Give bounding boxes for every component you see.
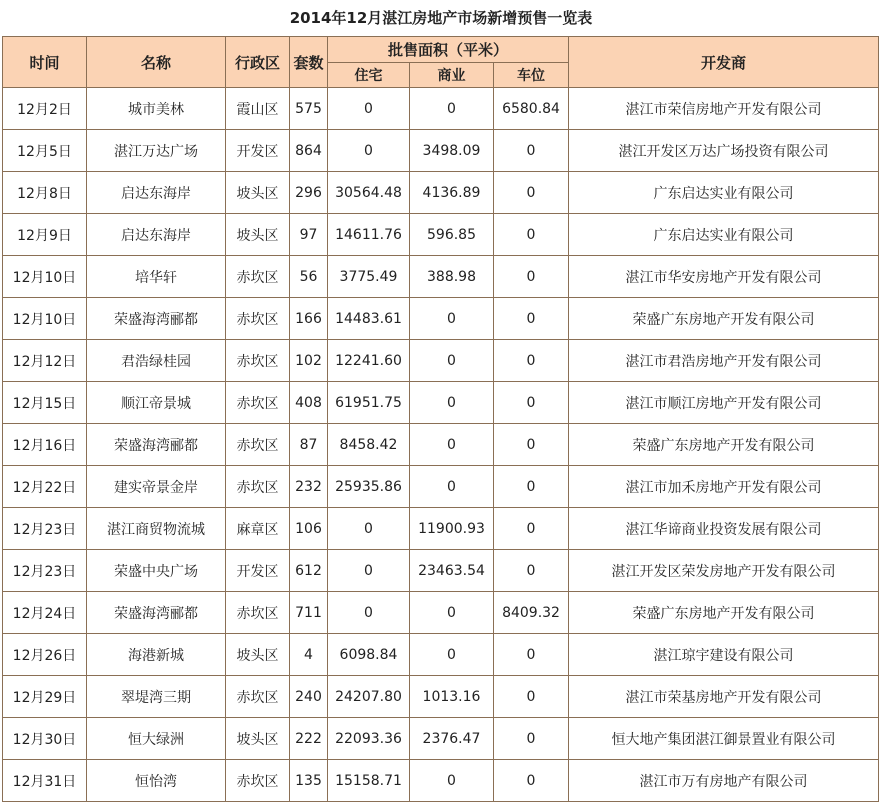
cell-district: 赤坎区 <box>226 256 290 298</box>
cell-commercial: 388.98 <box>410 256 494 298</box>
cell-date: 12月30日 <box>3 718 87 760</box>
cell-developer: 湛江市万有房地产有限公司 <box>569 760 879 802</box>
cell-date: 12月8日 <box>3 172 87 214</box>
cell-residential: 14611.76 <box>328 214 410 256</box>
cell-district: 坡头区 <box>226 214 290 256</box>
cell-name: 湛江商贸物流城 <box>87 508 226 550</box>
cell-district: 赤坎区 <box>226 340 290 382</box>
cell-name: 荣盛海湾郦都 <box>87 592 226 634</box>
cell-developer: 湛江华谛商业投资发展有限公司 <box>569 508 879 550</box>
cell-residential: 0 <box>328 88 410 130</box>
cell-units: 711 <box>290 592 328 634</box>
cell-district: 开发区 <box>226 130 290 172</box>
table-row <box>3 256 879 298</box>
cell-commercial: 0 <box>410 592 494 634</box>
cell-name: 培华轩 <box>87 256 226 298</box>
cell-developer: 湛江开发区荣发房地产开发有限公司 <box>569 550 879 592</box>
cell-developer: 广东启达实业有限公司 <box>569 214 879 256</box>
table-row <box>3 634 879 676</box>
cell-parking: 0 <box>494 760 569 802</box>
cell-parking: 0 <box>494 508 569 550</box>
table-row <box>3 298 879 340</box>
cell-parking: 0 <box>494 298 569 340</box>
cell-developer: 湛江市荣信房地产开发有限公司 <box>569 88 879 130</box>
presale-table <box>2 36 879 802</box>
cell-units: 575 <box>290 88 328 130</box>
table-row <box>3 340 879 382</box>
cell-parking: 6580.84 <box>494 88 569 130</box>
cell-parking: 0 <box>494 130 569 172</box>
cell-residential: 0 <box>328 550 410 592</box>
cell-name: 建实帝景金岸 <box>87 466 226 508</box>
cell-commercial: 4136.89 <box>410 172 494 214</box>
cell-developer: 广东启达实业有限公司 <box>569 172 879 214</box>
cell-commercial: 0 <box>410 466 494 508</box>
cell-date: 12月23日 <box>3 508 87 550</box>
cell-commercial: 23463.54 <box>410 550 494 592</box>
cell-date: 12月10日 <box>3 256 87 298</box>
cell-name: 翠堤湾三期 <box>87 676 226 718</box>
table-row <box>3 718 879 760</box>
cell-name: 湛江万达广场 <box>87 130 226 172</box>
cell-date: 12月16日 <box>3 424 87 466</box>
cell-developer: 荣盛广东房地产开发有限公司 <box>569 592 879 634</box>
cell-name: 城市美林 <box>87 88 226 130</box>
cell-parking: 0 <box>494 550 569 592</box>
cell-date: 12月26日 <box>3 634 87 676</box>
cell-developer: 湛江市加禾房地产开发有限公司 <box>569 466 879 508</box>
cell-units: 232 <box>290 466 328 508</box>
cell-commercial: 0 <box>410 424 494 466</box>
header-district: 行政区 <box>226 37 290 88</box>
cell-district: 赤坎区 <box>226 676 290 718</box>
cell-district: 麻章区 <box>226 508 290 550</box>
cell-date: 12月22日 <box>3 466 87 508</box>
cell-residential: 14483.61 <box>328 298 410 340</box>
cell-district: 霞山区 <box>226 88 290 130</box>
cell-date: 12月12日 <box>3 340 87 382</box>
cell-developer: 荣盛广东房地产开发有限公司 <box>569 424 879 466</box>
cell-commercial: 0 <box>410 298 494 340</box>
cell-parking: 0 <box>494 466 569 508</box>
cell-commercial: 2376.47 <box>410 718 494 760</box>
table-row <box>3 172 879 214</box>
cell-units: 296 <box>290 172 328 214</box>
cell-commercial: 0 <box>410 760 494 802</box>
header-commercial: 商业 <box>410 63 494 88</box>
cell-date: 12月2日 <box>3 88 87 130</box>
cell-name: 荣盛海湾郦都 <box>87 298 226 340</box>
cell-developer: 湛江市华安房地产开发有限公司 <box>569 256 879 298</box>
table-body <box>3 88 879 802</box>
cell-units: 97 <box>290 214 328 256</box>
cell-commercial: 0 <box>410 340 494 382</box>
cell-parking: 0 <box>494 634 569 676</box>
cell-commercial: 0 <box>410 382 494 424</box>
table-row <box>3 592 879 634</box>
header-units: 套数 <box>290 37 328 88</box>
cell-residential: 15158.71 <box>328 760 410 802</box>
cell-district: 坡头区 <box>226 634 290 676</box>
cell-district: 赤坎区 <box>226 466 290 508</box>
cell-district: 赤坎区 <box>226 760 290 802</box>
cell-parking: 8409.32 <box>494 592 569 634</box>
table-row <box>3 382 879 424</box>
cell-developer: 湛江开发区万达广场投资有限公司 <box>569 130 879 172</box>
cell-name: 顺江帝景城 <box>87 382 226 424</box>
cell-residential: 30564.48 <box>328 172 410 214</box>
cell-units: 135 <box>290 760 328 802</box>
table-row <box>3 466 879 508</box>
table-row <box>3 88 879 130</box>
cell-district: 坡头区 <box>226 172 290 214</box>
cell-name: 恒怡湾 <box>87 760 226 802</box>
cell-name: 荣盛中央广场 <box>87 550 226 592</box>
cell-developer: 湛江市君浩房地产开发有限公司 <box>569 340 879 382</box>
cell-district: 赤坎区 <box>226 424 290 466</box>
cell-units: 240 <box>290 676 328 718</box>
header-name: 名称 <box>87 37 226 88</box>
cell-date: 12月9日 <box>3 214 87 256</box>
cell-developer: 湛江市顺江房地产开发有限公司 <box>569 382 879 424</box>
cell-parking: 0 <box>494 382 569 424</box>
cell-residential: 12241.60 <box>328 340 410 382</box>
cell-residential: 0 <box>328 592 410 634</box>
cell-residential: 8458.42 <box>328 424 410 466</box>
header-residential: 住宅 <box>328 63 410 88</box>
cell-units: 106 <box>290 508 328 550</box>
cell-parking: 0 <box>494 340 569 382</box>
cell-commercial: 1013.16 <box>410 676 494 718</box>
cell-developer: 湛江琼宇建设有限公司 <box>569 634 879 676</box>
cell-district: 赤坎区 <box>226 382 290 424</box>
header-developer: 开发商 <box>569 37 879 88</box>
cell-parking: 0 <box>494 424 569 466</box>
cell-date: 12月31日 <box>3 760 87 802</box>
cell-units: 864 <box>290 130 328 172</box>
table-row <box>3 760 879 802</box>
cell-residential: 22093.36 <box>328 718 410 760</box>
cell-units: 87 <box>290 424 328 466</box>
cell-date: 12月24日 <box>3 592 87 634</box>
cell-residential: 61951.75 <box>328 382 410 424</box>
header-parking: 车位 <box>494 63 569 88</box>
header-area-group: 批售面积（平米） <box>328 37 569 63</box>
cell-district: 赤坎区 <box>226 592 290 634</box>
cell-units: 4 <box>290 634 328 676</box>
cell-units: 102 <box>290 340 328 382</box>
cell-district: 开发区 <box>226 550 290 592</box>
cell-residential: 3775.49 <box>328 256 410 298</box>
cell-residential: 0 <box>328 130 410 172</box>
cell-name: 恒大绿洲 <box>87 718 226 760</box>
cell-residential: 0 <box>328 508 410 550</box>
cell-parking: 0 <box>494 172 569 214</box>
header-time: 时间 <box>3 37 87 88</box>
cell-units: 408 <box>290 382 328 424</box>
cell-parking: 0 <box>494 214 569 256</box>
cell-name: 启达东海岸 <box>87 214 226 256</box>
cell-residential: 24207.80 <box>328 676 410 718</box>
cell-developer: 荣盛广东房地产开发有限公司 <box>569 298 879 340</box>
cell-units: 222 <box>290 718 328 760</box>
cell-residential: 25935.86 <box>328 466 410 508</box>
cell-units: 612 <box>290 550 328 592</box>
cell-name: 海港新城 <box>87 634 226 676</box>
cell-commercial: 11900.93 <box>410 508 494 550</box>
cell-parking: 0 <box>494 676 569 718</box>
table-row <box>3 214 879 256</box>
cell-commercial: 0 <box>410 634 494 676</box>
table-row <box>3 508 879 550</box>
cell-units: 166 <box>290 298 328 340</box>
cell-developer: 湛江市荣基房地产开发有限公司 <box>569 676 879 718</box>
cell-commercial: 0 <box>410 88 494 130</box>
cell-name: 荣盛海湾郦都 <box>87 424 226 466</box>
cell-district: 坡头区 <box>226 718 290 760</box>
table-row <box>3 424 879 466</box>
cell-units: 56 <box>290 256 328 298</box>
cell-commercial: 596.85 <box>410 214 494 256</box>
cell-residential: 6098.84 <box>328 634 410 676</box>
cell-name: 启达东海岸 <box>87 172 226 214</box>
cell-date: 12月15日 <box>3 382 87 424</box>
table-title: 2014年12月湛江房地产市场新增预售一览表 <box>289 9 593 27</box>
cell-date: 12月5日 <box>3 130 87 172</box>
cell-date: 12月29日 <box>3 676 87 718</box>
cell-date: 12月10日 <box>3 298 87 340</box>
table-row <box>3 676 879 718</box>
cell-date: 12月23日 <box>3 550 87 592</box>
cell-commercial: 3498.09 <box>410 130 494 172</box>
cell-developer: 恒大地产集团湛江御景置业有限公司 <box>569 718 879 760</box>
cell-parking: 0 <box>494 256 569 298</box>
table-row <box>3 130 879 172</box>
cell-district: 赤坎区 <box>226 298 290 340</box>
cell-name: 君浩绿桂园 <box>87 340 226 382</box>
table-row <box>3 550 879 592</box>
cell-parking: 0 <box>494 718 569 760</box>
